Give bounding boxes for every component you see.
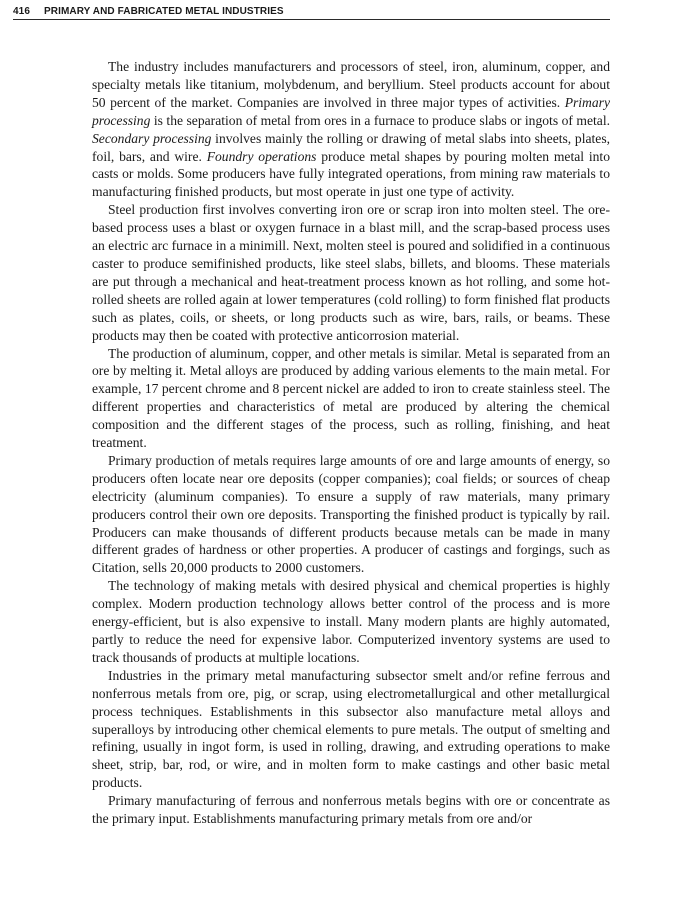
italic-term-primary-processing: Primary processing	[92, 94, 610, 128]
running-header	[13, 6, 610, 20]
paragraph-primary-production: Primary production of metals requires large amounts of ore and large amounts of energy, so producers often locate near ore deposits (copper companies); coal fields; or sources of cheap electricity (aluminum companies). To ensure a supply of raw materials, many primary producers control their own ore deposits. Transporting the finished product is typically by rail. Producers can make thousands of different products because metals can be made in many different grades of hardness or other properties. A producer of castings and forgings, such as Citation, sells 20,000 products to 2000 customers.	[92, 452, 610, 576]
paragraph-aluminum-copper: The production of aluminum, copper, and other metals is similar. Metal is separated from an ore by melting it. Metal alloys are produced by adding various elements to the main metal. For example, 17 percent chrome and 8 percent nickel are added to iron to create stainless steel. The different properties and characteristics of metal are produced by altering the chemical composition and the different stages of the process, such as rolling, finishing, and heat treatment.	[92, 345, 610, 451]
text-run: produce metal shapes by pouring molten metal into casts or molds. Some producers have fully integrated operations, from mining raw materials to manufacturing finished products, but most operate in just one type of activity.	[92, 148, 610, 200]
body-text	[92, 58, 610, 828]
page-number: 416	[13, 6, 30, 17]
text-run: is the separation of metal from ores in a furnace to produce slabs or ingots of metal.	[150, 112, 610, 128]
italic-term-foundry-operations: Foundry operations	[206, 148, 317, 164]
paragraph-subsector: Industries in the primary metal manufacturing subsector smelt and/or refine ferrous and nonferrous metals from ore, pig, or scrap, using electrometallurgical and other metallurgical process techniques. Establishments in this subsector also manufacture metal alloys and superalloys by introducing other chemical elements to pure metals. The output of smelting and refining, usually in ingot form, is used in rolling, drawing, and extruding operations to make sheet, strip, bar, rod, or wire, and in molten form to make castings and other basic metal products.	[92, 667, 610, 791]
paragraph-steel-production: Steel production first involves converting iron ore or scrap iron into molten steel. The ore-based process uses a blast or oxygen furnace in a blast mill, and the scrap-based process uses an electric arc furnace in a minimill. Next, molten steel is poured and solidified in a continuous caster to produce semifinished products, like steel slabs, billets, and blooms. These materials are put through a mechanical and heat-treatment process known as hot rolling, and some hot-rolled sheets are rolled again at lower temperatures (cold rolling) to form finished flat products such as plates, coils, or sheets, or long products such as wire, bars, rails, or beams. These products may then be coated with protective anticorrosion material.	[92, 202, 610, 343]
paragraph-technology: The technology of making metals with desired physical and chemical properties is highly complex. Modern production technology allows better control of the process and is more energy-efficient, but is also expensive to install. Many modern plants are highly automated, partly to reduce the need for expensive labor. Computerized inventory systems are used to track thousands of products at multiple locations.	[92, 578, 610, 665]
paragraph-industry-overview	[92, 58, 610, 201]
italic-term-secondary-processing: Secondary processing	[92, 130, 212, 146]
running-title: PRIMARY AND FABRICATED METAL INDUSTRIES	[44, 6, 284, 17]
text-run: involves mainly the rolling or drawing of metal slabs into sheets, plates, foil, bars, and wire.	[92, 130, 611, 164]
text-run: The industry includes manufacturers and processors of steel, iron, aluminum, copper, and specialty metals like titanium, molybdenum, and beryllium. Steel products account for about 50 percent of the market. Companies are involved in three major types of activities.	[92, 59, 610, 110]
paragraph-ferrous-nonferrous: Primary manufacturing of ferrous and nonferrous metals begins with ore or concentrate as the primary input. Establishments manufacturing primary metals from ore and/or	[92, 793, 610, 827]
